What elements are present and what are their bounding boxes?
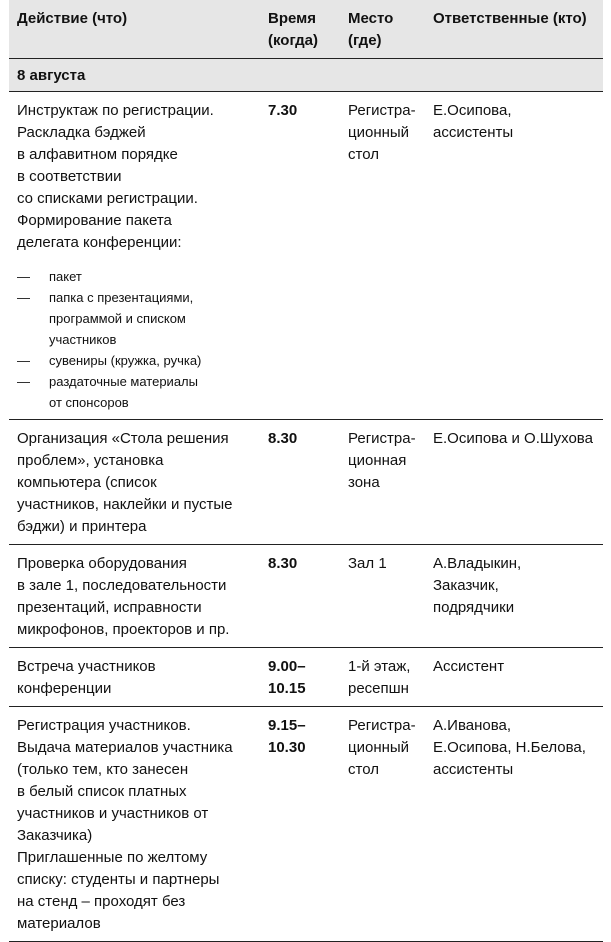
responsible-text-line: Заказчик, [433,577,499,594]
table-row [9,545,603,648]
place-text-line: ционный [348,739,410,756]
action-text-line: Проверка оборудования [17,555,187,572]
action-text-line: участников и участников от [17,805,209,822]
action-text-line: компьютера (список [17,474,157,491]
cell-place [340,420,425,545]
responsible-text-line: ассистенты [433,761,514,778]
cell-place [340,92,425,420]
place-text-line: стол [348,146,379,163]
cell-action [9,648,260,707]
time-text-line: 7.30 [268,102,298,119]
header-place-label: Место [348,10,394,27]
action-text-line: со списками регистрации. [17,190,198,207]
header-action [9,0,260,59]
responsible-text-line: А.Иванова, [433,717,512,734]
place-text-line: ресепшн [348,680,409,697]
list-item [17,350,256,371]
dash-icon: — [17,290,30,305]
action-text-line: в соответствии [17,168,122,185]
cell-time [260,92,340,420]
action-text-line: участников, наклейки и пустые [17,496,233,513]
action-text-line: в алфавитном порядке [17,146,178,163]
section-date: 8 августа [9,59,603,92]
place-text-line: зона [348,474,380,491]
action-text-line: проблем», установка [17,452,164,469]
cell-action [9,92,260,420]
header-time [260,0,340,59]
section-date-row [9,59,603,92]
responsible-text-line: А.Владыкин, [433,555,522,572]
place-text-line: 1-й этаж, [348,658,411,675]
table-row [9,92,603,420]
cell-time [260,545,340,648]
place-text-line: ционный [348,124,410,141]
responsible-text-line: ассистенты [433,124,514,141]
table-row [9,648,603,707]
action-text-line: в зале 1, последовательности [17,577,227,594]
list-item [17,371,256,413]
cell-responsible [425,707,603,942]
responsible-text-line: Е.Осипова, [433,102,512,119]
package-items-list [17,266,256,413]
cell-responsible [425,420,603,545]
place-text-line: ционная [348,452,407,469]
dash-icon: — [17,269,30,284]
responsible-text-line: Ассистент [433,658,505,675]
dash-icon: — [17,353,30,368]
table-header-row [9,0,603,59]
cell-time [260,707,340,942]
cell-time [260,420,340,545]
cell-place [340,545,425,648]
cell-action [9,420,260,545]
action-text-line: Инструктаж по регистрации. [17,102,214,119]
action-text-line: списку: студенты и партнеры [17,871,220,888]
action-text-line: Заказчика) [17,827,93,844]
action-text-line: Регистрация участников. [17,717,191,734]
time-text-line: 10.15 [268,680,306,697]
action-text-line: конференции [17,680,112,697]
place-text-line: Регистра- [348,430,416,447]
action-text-line: материалов [17,915,101,932]
action-text-line: (только тем, кто занесен [17,761,189,778]
dash-icon: — [17,374,30,389]
list-item [17,266,256,287]
list-item-text: сувениры (кружка, ручка) [49,353,202,368]
time-text-line: 10.30 [268,739,306,756]
action-text-line: Организация «Стола решения [17,430,229,447]
header-time-label: Время [268,10,316,27]
list-item [17,287,256,350]
header-responsible [425,0,603,59]
list-item-text: раздаточные материалы [49,374,198,389]
action-text-line: Выдача материалов участника [17,739,233,756]
list-item-text: от спонсоров [49,395,129,410]
place-text-line: Зал 1 [348,555,387,572]
place-text-line: стол [348,761,379,778]
cell-time [260,648,340,707]
list-item-text: папка с презентациями, [49,290,194,305]
header-responsible-label: Ответственные (кто) [433,10,587,27]
cell-responsible [425,92,603,420]
action-text-line: Встреча участников [17,658,156,675]
responsible-text-line: подрядчики [433,599,515,616]
place-text-line: Регистра- [348,717,416,734]
responsible-text-line: Е.Осипова и О.Шухова [433,430,593,447]
table-row [9,420,603,545]
header-time-sublabel: (когда) [268,32,319,49]
place-text-line: Регистра- [348,102,416,119]
action-text-line: Раскладка бэджей [17,124,146,141]
action-text-line: в белый список платных [17,783,187,800]
time-text-line: 9.15– [268,717,306,734]
table-row [9,707,603,942]
cell-responsible [425,648,603,707]
action-text-line: делегата конференции: [17,234,182,251]
cell-place [340,707,425,942]
cell-action [9,707,260,942]
schedule-document [9,0,603,942]
action-text-line: Формирование пакета [17,212,172,229]
list-item-text: участников [49,332,117,347]
header-action-label: Действие (что) [17,10,128,27]
cell-responsible [425,545,603,648]
schedule-table [9,0,603,942]
time-text-line: 8.30 [268,555,298,572]
action-text-line: Приглашенные по желтому [17,849,208,866]
action-text-line: на стенд – проходят без [17,893,186,910]
list-item-text: пакет [49,269,82,284]
header-place [340,0,425,59]
responsible-text-line: Е.Осипова, Н.Белова, [433,739,586,756]
header-place-sublabel: (где) [348,32,382,49]
list-item-text: программой и списком [49,311,186,326]
action-text-line: презентаций, исправности [17,599,202,616]
action-text-line: бэджи) и принтера [17,518,147,535]
cell-place [340,648,425,707]
action-text-line: микрофонов, проекторов и пр. [17,621,230,638]
time-text-line: 9.00– [268,658,306,675]
time-text-line: 8.30 [268,430,298,447]
cell-action [9,545,260,648]
